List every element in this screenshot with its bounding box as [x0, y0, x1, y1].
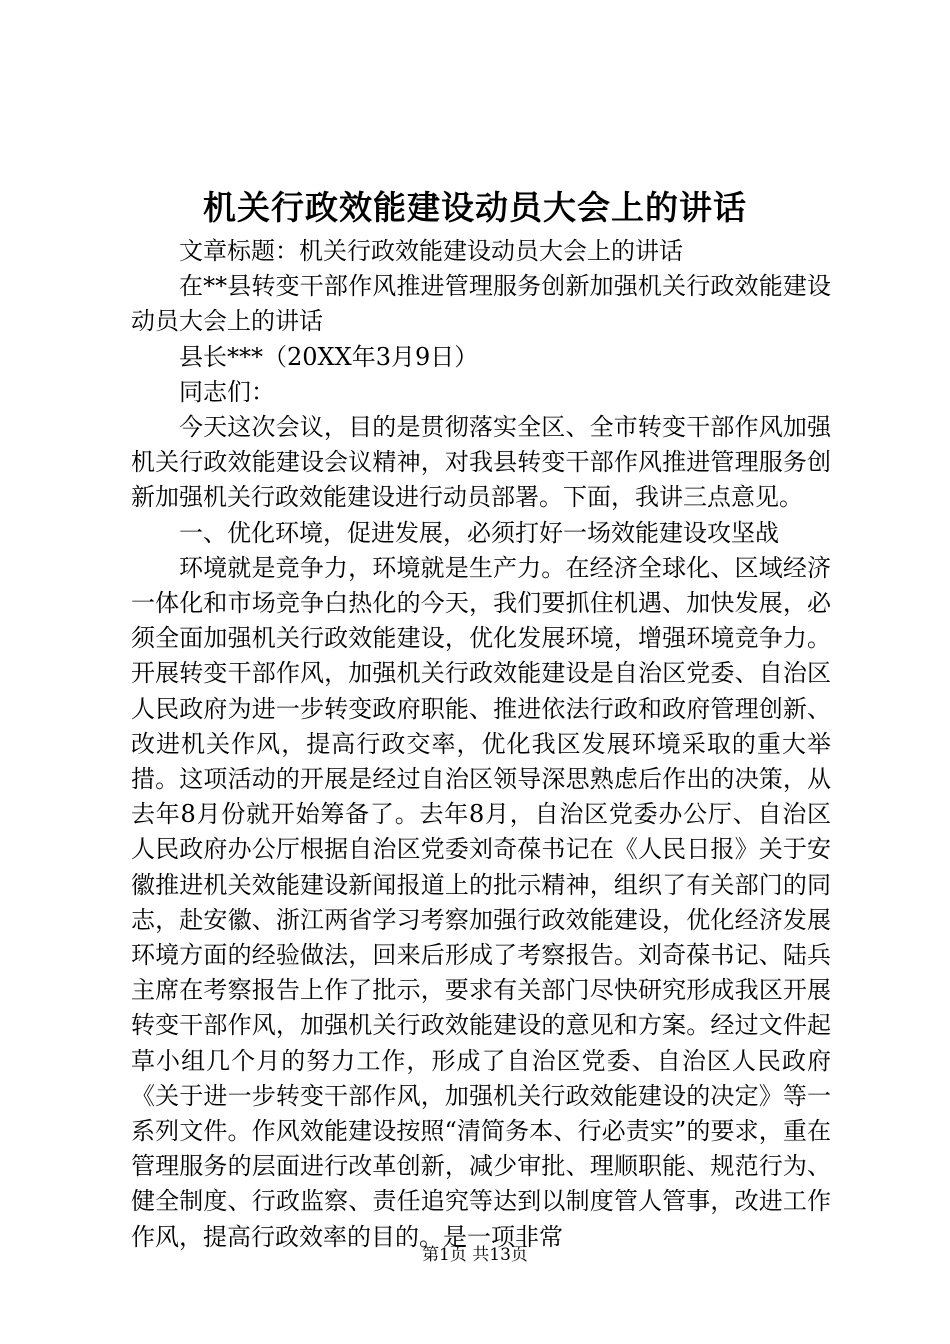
salutation: 同志们：: [179, 377, 275, 406]
article-title-line: 文章标题：机关行政效能建设动员大会上的讲话: [179, 237, 683, 265]
document-body: [131, 234, 831, 1255]
page-footer: 第1页 共13页: [422, 1245, 528, 1265]
body-paragraph: 环境就是竞争力，环境就是生产力。在经济全球化、区域经济一体化和市场竞争白热化的今天，我们要抓住机遇、加快发展，必须全面加强机关行政效能建设，优化发展环境，增强环境竞争力。开展转变干部作风，加强机关行政效能建设是自治区党委、自治区人民政府为进一步转变政府职能、推进依法行政和政府管理创新、改进机关作风，提高行政交率，优化我区发展环境采取的重大举措。这项活动的开展是经过自治区领导深思熟虑后作出的决策，从去年8月份就开始筹备了。去年8月，自治区党委办公厅、自治区人民政府办公厅根据自治区党委刘奇葆书记在《人民日报》关于安徽推进机关效能建设新闻报道上的批示精神，组织了有关部门的同志，赴安徽、浙江两省学习考察加强行政效能建设，优化经济发展环境方面的经验做法，回来后形成了考察报告。刘奇葆书记、陆兵主席在考察报告上作了批示，要求有关部门尽快研究形成我区开展转变干部作风，加强机关行政效能建设的意见和方案。经过文件起草小组几个月的努力工作，形成了自治区党委、自治区人民政府《关于进一步转变干部作风，加强机关行政效能建设的决定》等一系列文件。作风效能建设按照“清简务本、行必责实”的要求，重在管理服务的层面进行改革创新，减少审批、理顺职能、规范行为、健全制度、行政监察、责任追究等达到以制度管人管事，改进工作作风，提高行政效率的目的。是一项非常: [131, 553, 831, 1251]
body-paragraph: 今天这次会议，目的是贯彻落实全区、全市转变干部作风加强机关行政效能建设会议精神，对我县转变干部作风推进管理服务创新加强机关行政效能建设进行动员部署。下面，我讲三点意见。: [131, 413, 831, 512]
document-title: 机关行政效能建设动员大会上的讲话: [203, 188, 747, 227]
speech-heading: 在**县转变干部作风推进管理服务创新加强机关行政效能建设动员大会上的讲话: [131, 272, 831, 336]
speaker-line: 县长***（20XX年3月9日）: [179, 342, 479, 371]
section-heading: 一、优化环境，促进发展，必须打好一场效能建设攻坚战: [179, 518, 779, 547]
